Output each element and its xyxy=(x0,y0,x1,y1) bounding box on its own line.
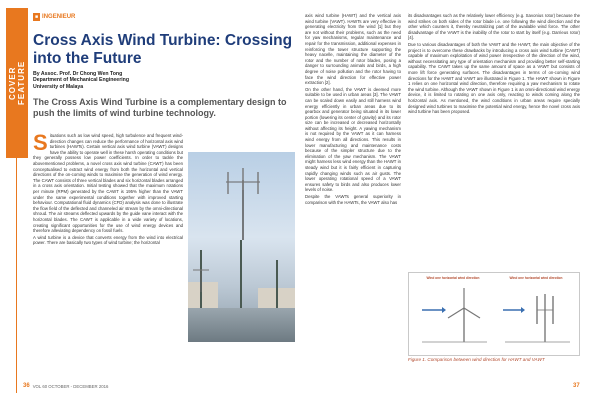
article-title: Cross Axis Wind Turbine: Crossing into the Future xyxy=(33,32,293,67)
vawt-panel xyxy=(495,276,577,350)
paragraph: Despite the VAWTs general superiority in comparison with the HAWTs, the VAWT also has xyxy=(305,194,401,205)
hawt-panel xyxy=(412,276,494,350)
section-label: INGENIEUR xyxy=(42,14,76,20)
vawt-diagram-icon xyxy=(495,280,577,346)
page-number-right: 37 xyxy=(573,383,580,389)
author-university: University of Malaya xyxy=(33,83,84,90)
figure-1 xyxy=(408,272,580,356)
section-tag xyxy=(33,13,75,21)
small-turbine-icon xyxy=(190,262,212,292)
paragraph: A wind turbine is a device that converts energy from the wind into electrical power. There are basically two types of wind turbine; the horizontal xyxy=(33,234,183,246)
figure-caption: Figure 1. Comparison between wind direction for HAWT and VAWT xyxy=(408,357,545,362)
palm-trunk xyxy=(240,240,242,310)
sidebar-label: COVER FEATURE xyxy=(8,60,26,106)
drop-cap: S xyxy=(33,130,48,155)
paragraph: Due to various disadvantages of both the VAWT and the HAWT, the main objective of the project is to overcome these drawbacks by introducing a cross axis wind turbine (CAWT) capable of maximum exploitation of wind power irrespective of the direction of the wind, without necessitating any type of orientation mechanism and providing better self-starting capability. The CAWT takes up the same amount of space as a VAWT but consists of more lift force generating surfaces. The disadvantages in terms of on-coming wind directions for the HAWT and VAWT are illustrated in Figure 1. The HAWT shown in Figure 1 relies on one horizontal wind direction, therefore requiring a yaw mechanism to rotate the wind turbine. Although the VAWT shown in Figure 1 is an omni-directional wind energy device, it is limited to rotating on one axis only, reacting to winds coming along the horizontal axis. As mentioned, the wind conditions in urban areas require specially designed wind turbines to maximise the potential wind energy, hence the novel cross axis wind turbine has been proposed. xyxy=(408,41,580,115)
author-block xyxy=(33,71,233,90)
text-column-3 xyxy=(408,13,580,116)
feature-badge-icon: ■ xyxy=(35,14,39,20)
page-number-left: 36 xyxy=(23,383,30,389)
paragraph: Situations such as low wind speed, high turbulence and frequent wind-direction changes can reduce the performance of horizontal axis wind turbines (HAWTs). Certain vertical axis wind turbine (VAWT) designs have the ability to operate well in these harsh operating conditions but they generally possess low power coefficients. In order to tackle the abovementioned problems, a novel cross axis wind turbine (CAWT) has been conceptualised to extract wind energy from both the horizontal and vertical directions of the on-coming winds to maximise the generation of wind energy. The CAWT consists of three vertical blades and six horizontal blades arranged in a cross axis orientation. Initial testing showed that the maximum rotations per minute (RPM) generated by the CAWT is 195% higher than the VAWT under the same experimental conditions together with improved starting behaviour. Computational fluid dynamics (CFD) analysis was done to illustrate the flow field of the deflected and channeled air stream by the omni-directional shroud. The air streams deflected upwards by the guide vane interact with the horizontal blades. The CAWT is applicable in a wide variety of locations, creating significant opportunities for the use of wind energy devices and therefore alleviating dependency on fossil fuels. xyxy=(33,130,183,234)
article-lead: The Cross Axis Wind Turbine is a complementary design to push the limits of wind turbine technology. xyxy=(33,97,287,118)
text-column-1 xyxy=(33,130,183,247)
footer-right xyxy=(570,381,583,391)
author-name: By Assoc. Prof. Dr Chong Wen Tong xyxy=(33,71,123,77)
cover-feature-sidebar xyxy=(6,8,28,393)
paragraph: axis wind turbine (HAWT) and the vertical axis wind turbine (VAWT). HAWTs are very effective in generating electricity from the wind [1] but they are not without their problems, such as the need for yaw mechanisms, regular maintenance and repair for the transmission, additional expenses in reinforcing the tower structure supporting the heavy nacelle, maintaining the diameter of the rotor and the number of rotor blades, posing a danger to surrounding animals and birds, a high degree of noise pollution and the rotor having to face the wind direction for effective power extraction [2]. xyxy=(305,13,401,86)
text-column-2 xyxy=(305,13,401,206)
palm-trunk xyxy=(276,260,278,310)
author-department: Department of Mechanical Engineering xyxy=(33,77,129,84)
paragraph: On the other hand, the VAWT is deemed more suitable to be used in urban areas [3]. The VAWT can be scaled down easily and still harness wind energy efficiently in urban areas due to its gearbox and generator being situated in its lower portion (lowering its center of gravity) and its rotor size can be increased or decreased horizontally without affecting its height. A yawing mechanism is not required by the VAWT as it can harness wind energy from all directions. This results in lower manufacturing and maintenance costs because of the simpler structure due to the elimination of the yaw mechanism. The VAWT might harness less wind energy than the HAWT in steady wind but it is fairly efficient in capturing rapidly changing winds such as air gusts. The lower operating rotational speed of a VAWT ensures safety to birds and also produces lower levels of noise. xyxy=(305,86,401,193)
ground xyxy=(188,308,295,342)
paragraph: its disadvantages such as the relatively lower efficiency (e.g. Savonius rotor) because the wind strikes on both sides of the rotor blade i.e. one following the wind direction and the other which counters it, thereby neutralizing part of the available wind force. The other disadvantage of the VAWT is the inability of the rotor to start by itself (e.g. Darrieus rotor) [4]. xyxy=(408,13,580,41)
hawt-diagram-icon xyxy=(412,280,494,346)
vawt-panel-title: Wind one horizontal wind direction xyxy=(509,276,563,280)
footer-left xyxy=(20,381,108,391)
sidebar-divider xyxy=(16,158,17,393)
wind-turbine-photo xyxy=(188,152,295,342)
cross-axis-turbine-icon xyxy=(208,160,278,240)
issue-label: VOL 60 OCTOBER - DECEMBER 2016 xyxy=(32,383,109,389)
hawt-panel-title: Wind one horizontal wind direction xyxy=(426,276,480,280)
